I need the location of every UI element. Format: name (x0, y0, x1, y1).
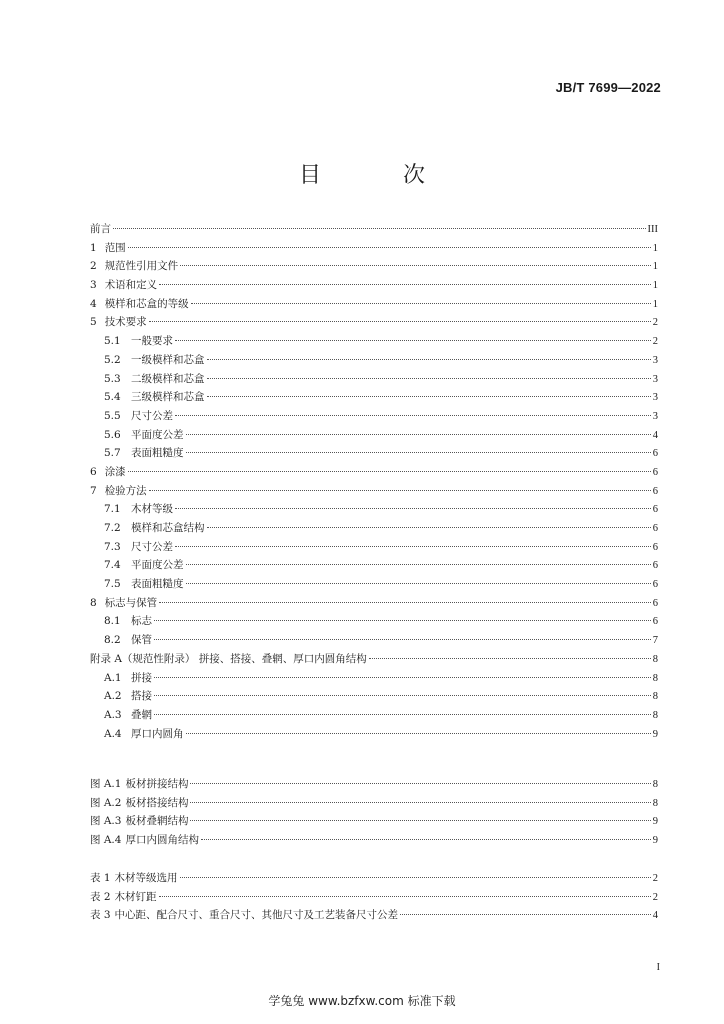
toc-entry[interactable] (90, 775, 658, 794)
dot-leader (207, 396, 651, 397)
toc-entry-title: 厚口内圆角 (131, 727, 184, 740)
toc-list (90, 220, 658, 743)
toc-entry[interactable] (90, 612, 658, 631)
toc-entry-page: 8 (652, 779, 658, 790)
toc-entry[interactable] (90, 794, 658, 813)
toc-entry[interactable] (90, 276, 658, 295)
toc-entry[interactable] (90, 575, 658, 594)
dot-leader (186, 452, 651, 453)
toc-entry-title: 规范性引用文件 (104, 260, 179, 273)
dot-leader (175, 340, 651, 341)
toc-entry-page: 6 (652, 485, 658, 497)
toc-entry-number: 4 (90, 297, 97, 310)
toc-entry-page: 6 (652, 597, 658, 609)
toc-entry-number: 图 A.2 (90, 796, 122, 809)
toc-entry-title: 板材叠辋结构 (125, 815, 189, 828)
toc-entry-page: 9 (652, 835, 658, 847)
dot-leader (186, 564, 651, 565)
toc-entry-title: 涂漆 (104, 465, 126, 478)
toc-entry-number: A.4 (104, 727, 122, 740)
toc-entry[interactable] (90, 594, 658, 613)
toc-entry-page: 6 (652, 541, 658, 553)
dot-leader (190, 802, 650, 803)
toc-entry-number: 5.2 (104, 353, 121, 366)
dot-leader (180, 265, 651, 266)
toc-entry-number: 5 (90, 316, 97, 329)
toc-entry-title: 一级模样和芯盒 (131, 353, 205, 366)
toc-entry-title: 木材等级选用 (114, 872, 178, 884)
toc-entry-title: 表面粗糙度 (131, 578, 184, 591)
toc-entry[interactable] (90, 831, 658, 850)
toc-entry-number: 5.7 (104, 447, 121, 460)
toc-entry-title: 范围 (104, 241, 126, 254)
toc-entry-title: 尺寸公差 (131, 540, 173, 553)
dot-leader (186, 583, 651, 584)
toc-entry[interactable] (90, 725, 658, 744)
toc-entry[interactable] (90, 482, 658, 501)
toc-entry-title: 搭接 (131, 690, 152, 703)
toc-entry-page: 1 (652, 298, 658, 310)
dot-leader (113, 228, 646, 229)
toc-entry[interactable] (90, 869, 658, 888)
toc-entry-title: 模样和芯盒结构 (131, 522, 205, 534)
toc-entry-number: 5.6 (104, 428, 121, 441)
table-list (90, 869, 658, 925)
toc-entry-page: 6 (652, 523, 658, 534)
dot-leader (128, 247, 651, 248)
toc-entry[interactable] (90, 812, 658, 831)
figure-list (90, 775, 658, 850)
toc-entry-page: 2 (652, 317, 658, 329)
toc-entry-page: 2 (652, 891, 658, 903)
dot-leader (207, 527, 651, 528)
toc-entry-title: 板材拼接结构 (125, 778, 189, 790)
toc-entry-page: 3 (652, 410, 658, 422)
toc-entry-number: A.3 (104, 708, 122, 721)
toc-entry-number: 8 (90, 596, 97, 609)
toc-entry-page: 6 (652, 616, 658, 628)
page-title: 目 次 (298, 163, 455, 188)
toc-entry-number: 1 (90, 241, 97, 254)
dot-leader (159, 284, 651, 285)
dot-leader (154, 677, 651, 678)
toc-entry-title: 中心距、配合尺寸、重合尺寸、其他尺寸及工艺装备尺寸公差 (114, 909, 399, 922)
toc-entry[interactable] (90, 239, 658, 258)
toc-entry-page: 3 (652, 373, 658, 385)
toc-entry-title: 术语和定义 (104, 279, 158, 292)
dot-leader (369, 658, 651, 659)
toc-entry-page: 8 (652, 709, 658, 721)
toc-entry-page: 3 (652, 392, 658, 404)
toc-entry-number: 表 2 (90, 890, 111, 903)
standard-number: JB/T 7699—2022 (555, 80, 661, 95)
toc-entry-page: III (647, 224, 658, 235)
toc-entry-title: 叠辋 (131, 708, 152, 721)
toc-entry-number: 2 (90, 260, 97, 273)
toc-entry-page: 9 (652, 816, 658, 828)
toc-entry-number: 7.4 (104, 559, 121, 572)
toc-entry-page: 1 (652, 280, 658, 292)
toc-entry[interactable] (90, 706, 658, 725)
toc-entry[interactable] (90, 669, 658, 688)
toc-entry-page: 8 (652, 653, 658, 665)
toc-entry-page: 1 (652, 261, 658, 273)
dot-leader (159, 602, 651, 603)
toc-entry-page: 2 (652, 336, 658, 348)
toc-entry[interactable] (90, 332, 658, 351)
toc-entry-number: 表 3 (90, 909, 111, 922)
toc-entry-number: 5.5 (104, 409, 121, 422)
toc-entry[interactable] (90, 257, 658, 276)
toc-entry-number: 8.1 (104, 615, 121, 628)
toc-entry-title: 木材等级 (131, 503, 173, 516)
toc-entry-number: 表 1 (90, 872, 111, 884)
toc-entry-page: 1 (652, 242, 658, 254)
toc-entry[interactable] (90, 888, 658, 907)
dot-leader (186, 733, 651, 734)
dot-leader (175, 415, 651, 416)
toc-entry-number: 图 A.4 (90, 834, 122, 847)
toc-entry-page: 4 (652, 910, 658, 922)
toc-entry-page: 6 (652, 466, 658, 478)
toc-entry-page: 6 (652, 579, 658, 591)
toc-entry[interactable] (90, 444, 658, 463)
toc-entry-title: 标志与保管 (104, 596, 158, 609)
toc-entry-number: 7.3 (104, 540, 121, 553)
toc-entry[interactable] (90, 370, 658, 389)
dot-leader (154, 714, 651, 715)
toc-entry-number: 7.1 (104, 503, 121, 516)
toc-entry[interactable] (90, 906, 658, 925)
toc-entry-number: 5.3 (104, 372, 121, 385)
toc-entry-page: 4 (652, 429, 658, 441)
toc-entry[interactable] (90, 650, 658, 669)
toc-entry-title: 二级模样和芯盒 (131, 372, 205, 385)
toc-entry-title: 技术要求 (104, 316, 147, 329)
toc-entry-number: A.2 (104, 690, 122, 703)
dot-leader (207, 378, 651, 379)
toc-entry-number: 图 A.1 (90, 778, 122, 790)
toc-entry-title: 拼接 (131, 671, 152, 684)
toc-entry[interactable] (90, 500, 658, 519)
toc-entry-page: 2 (652, 873, 658, 884)
toc-entry[interactable] (90, 687, 658, 706)
toc-entry-number: 3 (90, 279, 97, 292)
toc-entry-number: 图 A.3 (90, 815, 122, 828)
dot-leader (191, 303, 651, 304)
toc-entry[interactable] (90, 538, 658, 557)
toc-entry-number: 5.1 (104, 335, 121, 348)
toc-entry[interactable] (90, 556, 658, 575)
toc-entry-title: 前言 (90, 223, 111, 235)
dot-leader (154, 695, 651, 696)
toc-entry-title: 厚口内圆角结构 (125, 834, 199, 847)
toc-entry-page: 8 (652, 691, 658, 703)
toc-entry-title: 附录 A（规范性附录） 拼接、搭接、叠辋、厚口内圆角结构 (90, 652, 367, 665)
dot-leader (128, 471, 651, 472)
toc-entry-number: 5.4 (104, 391, 121, 404)
toc-entry-page: 8 (652, 672, 658, 684)
toc-entry[interactable] (90, 519, 658, 538)
toc-entry[interactable] (90, 388, 658, 407)
dot-leader (175, 508, 651, 509)
toc-entry-page: 6 (652, 560, 658, 572)
toc-entry-number: 7 (90, 484, 97, 497)
toc-entry[interactable] (90, 631, 658, 650)
toc-entry-title: 平面度公差 (131, 428, 184, 441)
toc-entry[interactable] (90, 426, 658, 445)
toc-entry-title: 板材搭接结构 (125, 796, 189, 809)
toc-entry-page: 3 (652, 354, 658, 366)
dot-leader (207, 359, 651, 360)
toc-entry-title: 一般要求 (131, 335, 173, 348)
toc-entry-title: 三级模样和芯盒 (131, 391, 205, 404)
toc-entry-page: 6 (652, 504, 658, 516)
toc-entry-number: A.1 (104, 671, 122, 684)
dot-leader (154, 620, 651, 621)
footer-watermark: 学兔兔 www.bzfxw.com 标准下载 (268, 994, 456, 1008)
dot-leader (180, 877, 651, 878)
toc-entry[interactable] (90, 407, 658, 426)
toc-entry-page: 8 (652, 797, 658, 809)
dot-leader (149, 321, 651, 322)
toc-entry-title: 尺寸公差 (131, 409, 173, 422)
dot-leader (175, 546, 651, 547)
toc-entry-number: 8.2 (104, 634, 121, 647)
page-number: I (656, 962, 660, 973)
toc-entry-number: 6 (90, 465, 97, 478)
toc-entry-title: 标志 (131, 615, 152, 628)
toc-entry-title: 模样和芯盒的等级 (104, 297, 189, 310)
toc-entry[interactable] (90, 313, 658, 332)
toc-entry-page: 9 (652, 728, 658, 740)
toc-entry-page: 6 (652, 448, 658, 460)
toc-entry-number: 7.5 (104, 578, 121, 591)
dot-leader (149, 490, 651, 491)
dot-leader (190, 783, 650, 784)
toc-entry-title: 检验方法 (104, 484, 147, 497)
dot-leader (186, 434, 651, 435)
toc-entry-title: 表面粗糙度 (131, 447, 184, 460)
toc-entry-page: 7 (652, 635, 658, 647)
dot-leader (201, 839, 651, 840)
toc-entry[interactable] (90, 295, 658, 314)
dot-leader (154, 639, 651, 640)
dot-leader (400, 914, 651, 915)
toc-entry[interactable] (90, 351, 658, 370)
dot-leader (190, 820, 650, 821)
toc-entry-number: 7.2 (104, 522, 121, 534)
toc-entry-title: 保管 (131, 634, 152, 647)
dot-leader (159, 896, 651, 897)
toc-entry[interactable] (90, 220, 658, 239)
toc-entry-title: 木材钉距 (114, 890, 157, 903)
toc-entry[interactable] (90, 463, 658, 482)
toc-entry-title: 平面度公差 (131, 559, 184, 572)
